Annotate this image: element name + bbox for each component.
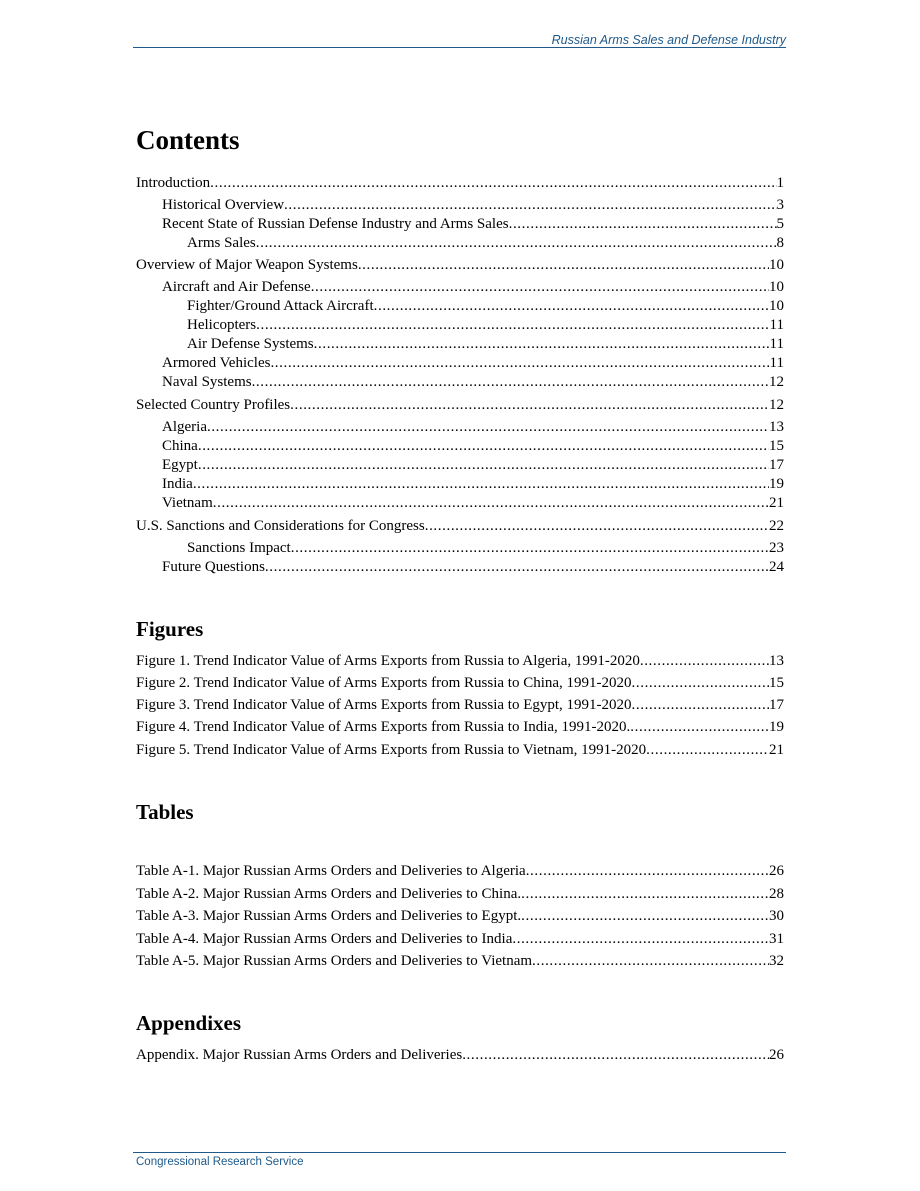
toc-entry-helicopters[interactable]: Helicopters ..... 11 [187,316,784,335]
toc-entry-sanctions-impact[interactable]: Sanctions Impact ..... 23 [187,539,784,558]
toc-entry-figure-2[interactable]: Figure 2. Trend Indicator Value of Arms Exports from Russia to China, 1991-2020 ..... 15 [136,674,784,693]
toc-entry-vietnam[interactable]: Vietnam ..... 21 [162,494,784,513]
toc-entry-appendix[interactable]: Appendix. Major Russian Arms Orders and Deliveries ..... 26 [136,1046,784,1065]
toc-entry-table-a1[interactable]: Table A-1. Major Russian Arms Orders and Deliveries to Algeria ..... 26 [136,862,784,881]
toc-entry-table-a4[interactable]: Table A-4. Major Russian Arms Orders and Deliveries to India ..... 31 [136,930,784,949]
figures-heading: Figures [136,617,204,641]
toc-entry-egypt[interactable]: Egypt ..... 17 [162,456,784,475]
tables-heading: Tables [136,800,194,824]
toc-entry-table-a3[interactable]: Table A-3. Major Russian Arms Orders and Deliveries to Egypt. ..... 30 [136,907,784,926]
toc-entry-algeria[interactable]: Algeria ..... 13 [162,418,784,437]
toc-entry-figure-3[interactable]: Figure 3. Trend Indicator Value of Arms Exports from Russia to Egypt, 1991-2020 ..... 17 [136,696,784,715]
toc-entry-china[interactable]: China ..... 15 [162,437,784,456]
toc-entry-country-profiles[interactable]: Selected Country Profiles ..... 12 [136,396,784,415]
toc-entry-arms-sales[interactable]: Arms Sales ..... 8 [187,234,784,253]
toc-entry-recent-state[interactable]: Recent State of Russian Defense Industry and Arms Sales ..... 5 [162,215,784,234]
page-footer [133,1152,786,1168]
appendixes-heading: Appendixes [136,1011,242,1035]
toc-entry-future-questions[interactable]: Future Questions ..... 24 [162,558,784,577]
toc-entry-aircraft-air-defense[interactable]: Aircraft and Air Defense ..... 10 [162,278,784,297]
toc-entry-figure-5[interactable]: Figure 5. Trend Indicator Value of Arms Exports from Russia to Vietnam, 1991-2020 ..... 21 [136,741,784,760]
toc-entry-overview-weapon-systems[interactable]: Overview of Major Weapon Systems ..... 10 [136,256,784,275]
toc-entry-naval-systems[interactable]: Naval Systems ..... 12 [162,373,784,392]
contents-heading: Contents [136,125,240,155]
toc-entry-table-a5[interactable]: Table A-5. Major Russian Arms Orders and Deliveries to Vietnam ..... 32 [136,952,784,971]
toc-entry-air-defense-systems[interactable]: Air Defense Systems ..... 11 [187,335,784,354]
running-title: Russian Arms Sales and Defense Industry [551,33,786,47]
toc-entry-introduction[interactable]: Introduction ..... 1 [136,174,784,193]
toc-entry-us-sanctions[interactable]: U.S. Sanctions and Considerations for Congress ..... 22 [136,517,784,536]
toc-entry-figure-4[interactable]: Figure 4. Trend Indicator Value of Arms Exports from Russia to India, 1991-2020. ..... 19 [136,718,784,737]
toc-entry-fighter-aircraft[interactable]: Fighter/Ground Attack Aircraft ..... 10 [187,297,784,316]
toc-entry-historical-overview[interactable]: Historical Overview ..... 3 [162,196,784,215]
footer-text: Congressional Research Service [136,1156,304,1168]
toc-entry-india[interactable]: India ..... 19 [162,475,784,494]
page-header [133,33,786,48]
toc-entry-figure-1[interactable]: Figure 1. Trend Indicator Value of Arms Exports from Russia to Algeria, 1991-2020 ..... 13 [136,652,784,671]
toc-entry-table-a2[interactable]: Table A-2. Major Russian Arms Orders and Deliveries to China. ..... 28 [136,885,784,904]
toc-entry-armored-vehicles[interactable]: Armored Vehicles ..... 11 [162,354,784,373]
